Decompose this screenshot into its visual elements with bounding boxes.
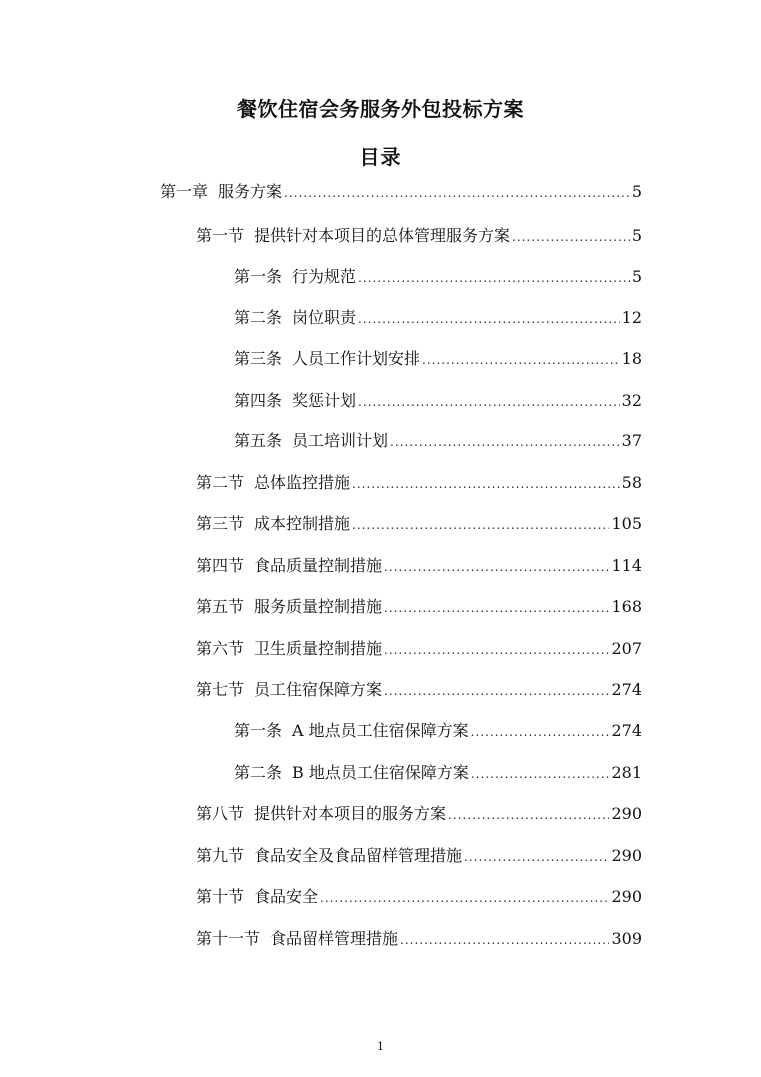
toc-entry-page: 5 xyxy=(631,182,642,201)
toc-entry-title: B 地点员工住宿保障方案 xyxy=(292,763,469,782)
toc-entry-page: 37 xyxy=(621,431,642,450)
toc-entry[interactable] xyxy=(234,266,642,289)
toc-entry-page: 281 xyxy=(611,763,642,782)
toc-entry[interactable] xyxy=(234,307,642,330)
toc-entry-number: 第十节 xyxy=(196,887,245,906)
document-title: 餐饮住宿会务服务外包投标方案 xyxy=(237,97,524,121)
toc-entry[interactable] xyxy=(234,720,642,743)
toc-entry-page: 18 xyxy=(621,349,642,368)
toc-leader-dots xyxy=(471,763,610,785)
toc-entry-number: 第一条 xyxy=(234,721,283,740)
toc-entry[interactable] xyxy=(234,762,642,785)
toc-heading: 目录 xyxy=(359,145,402,169)
toc-leader-dots xyxy=(512,226,630,248)
toc-entry-page: 290 xyxy=(611,846,642,865)
toc-entry[interactable] xyxy=(160,181,642,204)
toc-leader-dots xyxy=(352,473,620,495)
toc-entry-page: 168 xyxy=(611,597,642,616)
toc-leader-dots xyxy=(384,639,609,661)
toc-entry-title: 行为规范 xyxy=(292,267,357,286)
toc-leader-dots xyxy=(358,391,620,413)
toc-entry-number: 第二条 xyxy=(234,763,283,782)
toc-entry-title: 成本控制措施 xyxy=(254,514,351,533)
toc-entry-title: 员工住宿保障方案 xyxy=(254,680,383,699)
toc-entry-title: 总体监控措施 xyxy=(254,473,351,492)
toc-leader-dots xyxy=(471,721,610,743)
toc-entry-title: 食品安全及食品留样管理措施 xyxy=(254,846,463,865)
toc-entry-number: 第四条 xyxy=(234,391,283,410)
toc-entry-number: 第六节 xyxy=(196,639,245,658)
toc-entry-page: 290 xyxy=(611,887,642,906)
toc-entry-number: 第二条 xyxy=(234,308,283,327)
toc-leader-dots xyxy=(384,680,609,702)
toc-entry-page: 274 xyxy=(611,721,642,740)
toc-leader-dots xyxy=(284,182,630,204)
toc-entry-number: 第二节 xyxy=(196,473,245,492)
toc-entry-number: 第三节 xyxy=(196,514,245,533)
toc-entry-page: 274 xyxy=(611,680,642,699)
toc-entry[interactable] xyxy=(196,513,642,536)
toc-leader-dots xyxy=(400,929,609,951)
toc-entry[interactable] xyxy=(234,390,642,413)
toc-leader-dots xyxy=(448,804,609,826)
toc-entry[interactable] xyxy=(196,886,642,909)
toc-entry-title: A 地点员工住宿保障方案 xyxy=(292,721,469,740)
toc-entry[interactable] xyxy=(196,679,642,702)
toc-leader-dots xyxy=(352,514,609,536)
toc-entry[interactable] xyxy=(196,596,642,619)
toc-entry-number: 第一条 xyxy=(234,267,283,286)
toc-entry-number: 第四节 xyxy=(196,556,245,575)
toc-entry[interactable] xyxy=(234,430,642,453)
toc-leader-dots xyxy=(390,431,620,453)
toc-entry-title: 食品质量控制措施 xyxy=(254,556,383,575)
toc-entry-title: 卫生质量控制措施 xyxy=(254,639,383,658)
toc-entry-page: 309 xyxy=(611,929,642,948)
toc-leader-dots xyxy=(422,349,620,371)
toc-entry-title: 服务质量控制措施 xyxy=(254,597,383,616)
toc-entry-number: 第一章 xyxy=(160,182,209,201)
toc-entry-title: 提供针对本项目的服务方案 xyxy=(254,804,447,823)
toc-entry-number: 第一节 xyxy=(196,226,245,245)
toc-entry-page: 114 xyxy=(611,556,642,575)
toc-entry[interactable] xyxy=(196,225,642,248)
page-number: 1 xyxy=(377,1040,384,1053)
toc-entry-number: 第三条 xyxy=(234,349,283,368)
toc-entry[interactable] xyxy=(196,928,642,951)
toc-entry-title: 服务方案 xyxy=(218,182,283,201)
toc-entry-title: 提供针对本项目的总体管理服务方案 xyxy=(254,226,511,245)
toc-entry-number: 第五条 xyxy=(234,431,283,450)
toc-entry-page: 58 xyxy=(621,473,642,492)
toc-entry-number: 第九节 xyxy=(196,846,245,865)
toc-entry-number: 第七节 xyxy=(196,680,245,699)
toc-entry[interactable] xyxy=(196,845,642,868)
toc-entry-title: 员工培训计划 xyxy=(292,431,389,450)
toc-leader-dots xyxy=(384,556,609,578)
toc-entry-title: 奖惩计划 xyxy=(292,391,357,410)
toc-entry-title: 人员工作计划安排 xyxy=(292,349,421,368)
toc-leader-dots xyxy=(464,846,609,868)
toc-entry-number: 第十一节 xyxy=(196,929,261,948)
toc-entry[interactable] xyxy=(196,638,642,661)
toc-leader-dots xyxy=(320,887,609,909)
toc-entry[interactable] xyxy=(234,348,642,371)
toc-leader-dots xyxy=(358,308,620,330)
toc-entry-number: 第八节 xyxy=(196,804,245,823)
toc-entry-page: 12 xyxy=(621,308,642,327)
toc-entry[interactable] xyxy=(196,803,642,826)
toc-entry-page: 105 xyxy=(611,514,642,533)
toc-entry-page: 5 xyxy=(631,226,642,245)
toc-entry-page: 5 xyxy=(631,267,642,286)
toc-leader-dots xyxy=(358,267,630,289)
toc-leader-dots xyxy=(384,597,609,619)
toc-entry-title: 岗位职责 xyxy=(292,308,357,327)
toc-entry-page: 32 xyxy=(621,391,642,410)
toc-entry-number: 第五节 xyxy=(196,597,245,616)
toc-entry[interactable] xyxy=(196,555,642,578)
toc-entry-page: 290 xyxy=(611,804,642,823)
toc-entry[interactable] xyxy=(196,472,642,495)
toc-entry-page: 207 xyxy=(611,639,642,658)
toc-entry-title: 食品安全 xyxy=(254,887,319,906)
toc-entry-title: 食品留样管理措施 xyxy=(270,929,399,948)
